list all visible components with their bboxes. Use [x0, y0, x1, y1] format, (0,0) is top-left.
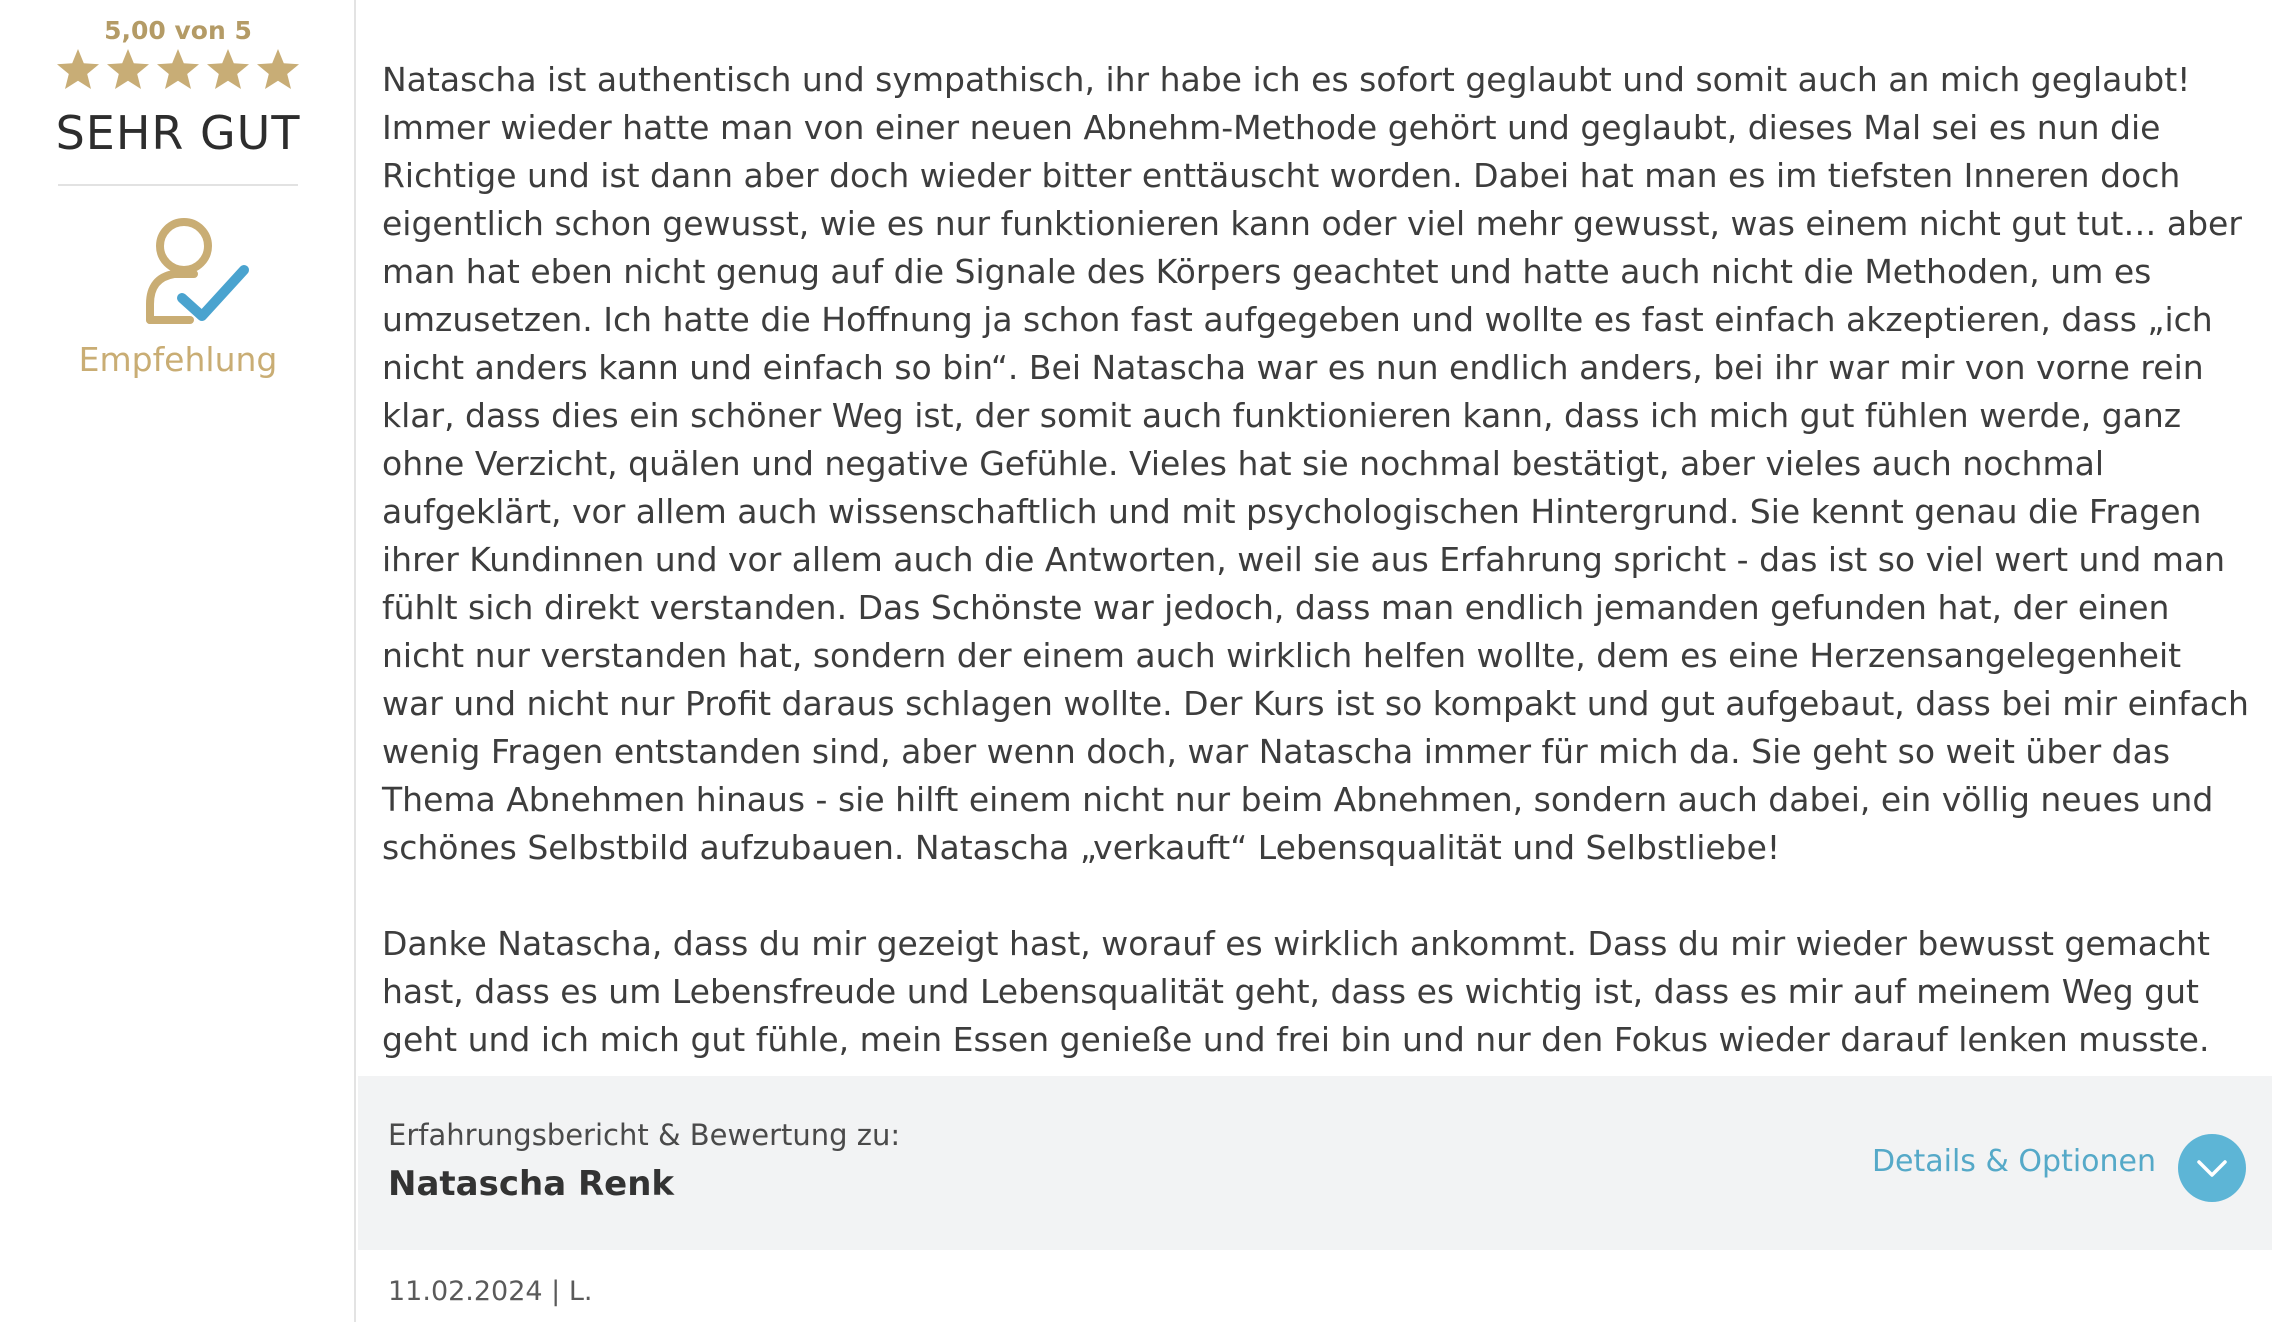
chevron-down-icon — [2195, 1154, 2229, 1182]
star-icon — [104, 46, 152, 94]
rating-score: 5,00 von 5 — [104, 16, 252, 45]
star-icon — [204, 46, 252, 94]
divider — [58, 184, 298, 186]
star-icon — [54, 46, 102, 94]
star-icon — [154, 46, 202, 94]
review-paragraph: Danke Natascha, dass du mir gezeigt hast, worauf es wirklich ankommt. Dass du mir wieder bewusst gemacht hast, dass es um Lebensfreude und Lebensqualität geht, dass es wichtig ist, dass es mir auf meinem Weg gut geht und ich mich gut fühle, mein Essen genieße und frei bin und nur den Fokus wieder darauf lenken musste. — [382, 924, 2210, 1059]
review-paragraph: Natascha ist authentisch und sympathisch, ihr habe ich es sofort geglaubt und somit auch an mich geglaubt! Immer wieder hatte man von einer neuen Abnehm-Methode gehört und geglaubt, dieses Mal sei es nun die Richtige und ist dann aber doch wieder bitter enttäuscht worden. Dabei hat man es im tiefsten Inneren doch eigentlich schon gewusst, wie es nur funktionieren kann oder viel mehr gewusst, was einem nicht gut tut… aber man hat eben nicht genug auf die Signale des Körpers geachtet und hatte auch nicht die Methoden, um es umzusetzen. Ich hatte die Hoffnung ja schon fast aufgegeben und wollte es fast einfach akzeptieren, dass „ich nicht anders kann und einfach so bin“. Bei Natascha war es nun endlich anders, bei ihr war mir von vorne rein klar, dass dies ein schöner Weg ist, der somit auch funktionieren kann, dass ich mich gut fühlen werde, ganz ohne Verzicht, quälen und negative Gefühle. Vieles hat sie nochmal bestätigt, aber vieles auch nochmal aufgeklärt, vor allem auch wissenschaftlich und mit psychologischen Hintergrund. Sie kennt genau die Fragen ihrer Kundinnen und vor allem auch die Antworten, weil sie aus Erfahrung spricht - das ist so viel wert und man fühlt sich direkt verstanden. Das Schönste war jedoch, dass man endlich jemanden gefunden hat, der einen nicht nur verstanden hat, sondern der einem auch wirklich helfen wollte, dem es eine Herzensangelegenheit war und nicht nur Profit daraus schlagen wollte. Der Kurs ist so kompakt und gut aufgebaut, dass bei mir einfach wenig Fragen entstanden sind, aber wenn doch, war Natascha immer für mich da. Sie geht so weit über das Thema Abnehmen hinaus - sie hilft einem nicht nur beim Abnehmen, sondern auch dabei, ein völlig neues und schönes Selbstbild aufzubauen. Natascha „verkauft“ Lebensqualität und Selbstliebe! — [382, 60, 2249, 867]
user-check-icon — [138, 208, 250, 328]
review-footer — [358, 1076, 2272, 1250]
star-rating — [0, 46, 356, 94]
rating-grade: SEHR GUT — [55, 106, 301, 160]
recommendation-label: Empfehlung — [78, 340, 278, 379]
review-subject-label: Erfahrungsbericht & Bewertung zu: — [388, 1118, 901, 1152]
star-icon — [254, 46, 302, 94]
details-options-link[interactable]: Details & Optionen — [1871, 1144, 2156, 1179]
review-text — [382, 56, 2250, 1112]
review-subject-name[interactable]: Natascha Renk — [388, 1164, 675, 1204]
review-date-author: 11.02.2024 | L. — [388, 1276, 593, 1307]
rating-panel — [0, 0, 356, 1322]
details-toggle-button[interactable] — [2178, 1134, 2246, 1202]
